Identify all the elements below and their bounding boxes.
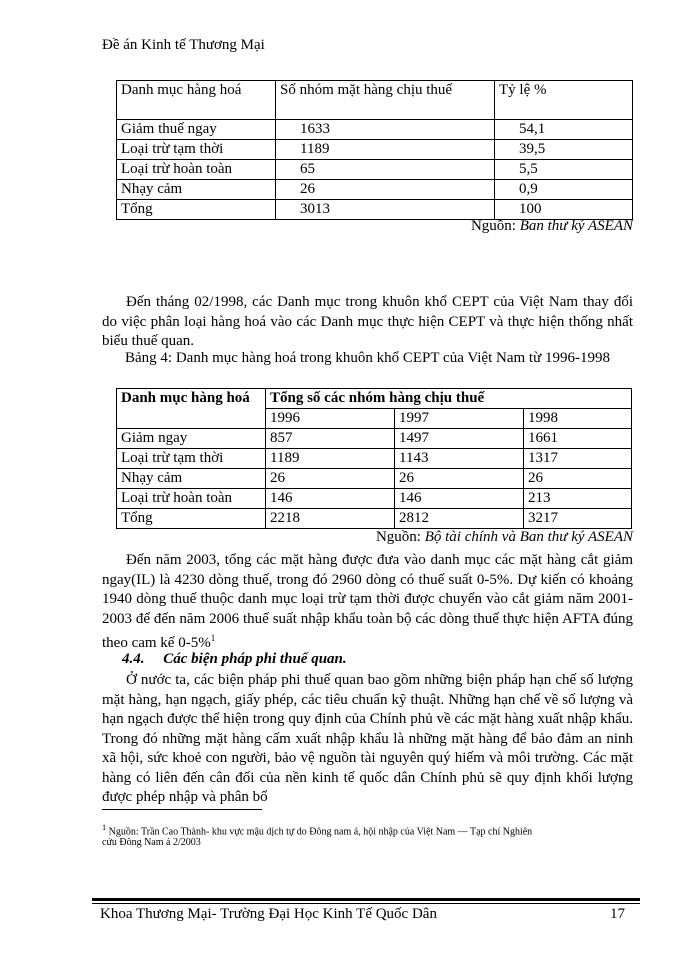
table-row [117, 120, 633, 140]
table1-source [471, 218, 633, 235]
row-value: 146 [395, 489, 524, 509]
source-label: Nguồn: [470, 218, 516, 234]
row-category: Tổng [117, 509, 266, 529]
header-category: Danh mục hàng hoá [117, 389, 266, 429]
footnote-ref: 1 [210, 633, 216, 643]
year-cell: 1998 [524, 409, 632, 429]
footnote-mark: 1 [102, 823, 107, 832]
row-value: 1143 [395, 449, 524, 469]
row-value: 1497 [395, 429, 524, 449]
row-percent: 100 [495, 200, 633, 220]
row-category: Nhạy cảm [117, 180, 276, 200]
table-header-row [117, 81, 633, 120]
page-number: 17 [610, 906, 625, 922]
row-value: 26 [266, 469, 395, 489]
table-row [117, 449, 632, 469]
row-value: 213 [524, 489, 632, 509]
row-value: 2218 [266, 509, 395, 529]
footer-text: Khoa Thương Mại- Trường Đại Học Kinh Tế Quốc Dân [100, 906, 437, 922]
row-percent: 54,1 [495, 120, 633, 140]
row-value: 1661 [524, 429, 632, 449]
row-value: 26 [395, 469, 524, 489]
section-heading [122, 651, 347, 668]
table-row [117, 180, 633, 200]
row-count: 1633 [276, 120, 495, 140]
paragraph-2 [102, 551, 633, 654]
section-title: Các biện pháp phi thuế quan. [163, 651, 347, 667]
row-count: 3013 [276, 200, 495, 220]
table-row [117, 429, 632, 449]
row-value: 3217 [524, 509, 632, 529]
header-category: Danh mục hàng hoá [117, 81, 276, 120]
table-header-row [117, 389, 632, 409]
paragraph-3: Ở nước ta, các biện pháp phi thuế quan bao gồm những biện pháp hạn chế số lượng mặt hàng, hạn ngạch, giấy phép, các tiêu chuẩn kỹ thuật. Những hạn chế về số lượng và hạn ngạch được thể hiện trong quy định của Chính phủ về các mặt hàng xuất nhập khẩu. Trong đó những mặt hàng cấm xuất nhập khẩu là những mặt hàng để bảo đảm an ninh xã hội, sức khoẻ con người, bảo vệ nguồn tài nguyên quý hiếm và môi trường. Các mặt hàng có liên đến cân đối của nền kinh tế quốc dân Chính phủ sẽ quy định khối lượng được phép nhập và phân bổ [102, 672, 633, 805]
paragraph-1: Đến tháng 02/1998, các Danh mục trong khuôn khổ CEPT của Việt Nam thay đổi do việc phân loại hàng hoá vào các Danh mục thực hiện CEPT và thực hiện thống nhất biểu thuế quan. [102, 294, 633, 349]
table-row [117, 160, 633, 180]
footer-rule-thin [92, 903, 640, 904]
row-category: Nhạy cảm [117, 469, 266, 489]
footer-rule-thick [92, 898, 640, 901]
row-percent: 5,5 [495, 160, 633, 180]
header-percent: Tỷ lệ % [495, 81, 633, 120]
page-header: Đề án Kinh tế Thương Mại [102, 37, 265, 53]
table-row [117, 140, 633, 160]
table-row [117, 509, 632, 529]
row-value: 26 [524, 469, 632, 489]
row-category: Loại trừ hoàn toàn [117, 489, 266, 509]
source-label: Nguồn: [375, 529, 421, 545]
row-category: Loại trừ tạm thời [117, 449, 266, 469]
table-row [117, 489, 632, 509]
row-count: 65 [276, 160, 495, 180]
table-cept-1996-1998 [116, 388, 632, 529]
header-group: Tổng số các nhóm hàng chịu thuế [266, 389, 632, 409]
table-cept-categories [116, 80, 633, 220]
footnote-divider [102, 809, 262, 810]
row-value: 1189 [266, 449, 395, 469]
row-count: 26 [276, 180, 495, 200]
row-category: Loại trừ hoàn toàn [117, 160, 276, 180]
row-value: 2812 [395, 509, 524, 529]
source-text: Ban thư ký ASEAN [519, 218, 633, 234]
section-number: 4.4. [122, 651, 145, 667]
table-row [117, 469, 632, 489]
row-category: Giảm thuế ngay [117, 120, 276, 140]
footnote-text: Nguồn: Trần Cao Thành- khu vực mậu dịch tự do Đông nam á, hội nhập của Việt Nam — Tạp chí Nghiên cứu Đông Nam á 2/2003 [102, 826, 533, 849]
table2-caption: Bảng 4: Danh mục hàng hoá trong khuôn khổ CEPT của Việt Nam từ 1996-1998 [125, 350, 610, 366]
row-value: 857 [266, 429, 395, 449]
table-row [117, 200, 633, 220]
year-cell: 1997 [395, 409, 524, 429]
source-text: Bộ tài chính và Ban thư ký ASEAN [424, 529, 633, 545]
row-value: 1317 [524, 449, 632, 469]
row-category: Giảm ngay [117, 429, 266, 449]
year-cell: 1996 [266, 409, 395, 429]
row-category: Loại trừ tạm thời [117, 140, 276, 160]
row-count: 1189 [276, 140, 495, 160]
row-value: 146 [266, 489, 395, 509]
row-category: Tổng [117, 200, 276, 220]
paragraph-2-text: Đến năm 2003, tổng các mặt hàng được đưa vào danh mục các mặt hàng cắt giảm ngay(IL) là 4230 dòng thuế, trong đó 2960 dòng có thuế suất 0-5%. Dự kiến có khoảng 1940 dòng thuế thuộc danh mục loại trừ tạm thời được chuyển vào cắt giảm năm 2001-2003 để đến năm 2006 thuế suất nhập khẩu toàn bộ các dòng thuế thực hiện AFTA đúng theo cam kế 0-5% [102, 552, 633, 651]
footnote [102, 822, 542, 848]
row-percent: 0,9 [495, 180, 633, 200]
header-count: Số nhóm mặt hàng chịu thuế [276, 81, 495, 120]
table2-source [376, 529, 633, 546]
row-percent: 39,5 [495, 140, 633, 160]
